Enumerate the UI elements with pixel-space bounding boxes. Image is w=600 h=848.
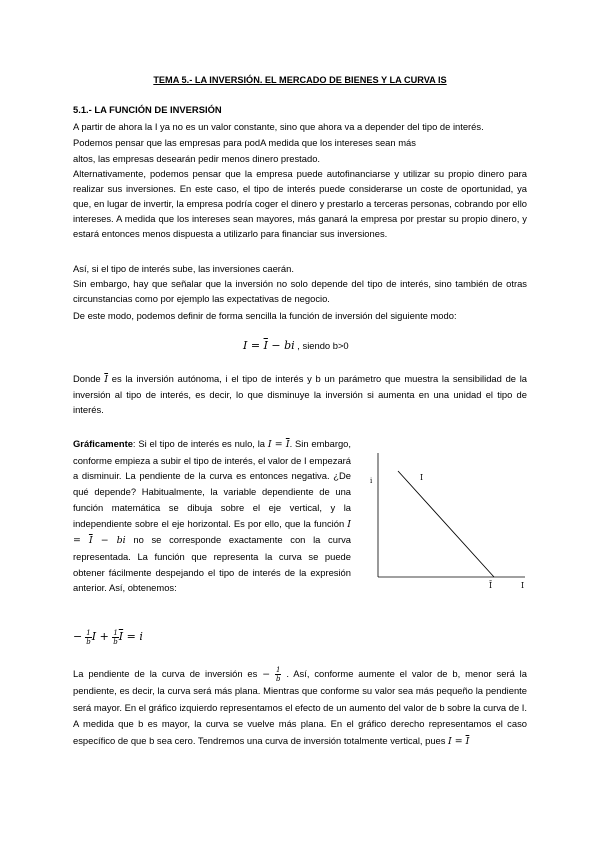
donde-post: es la inversión autónoma, i el tipo de interés y b un parámetro que muestra la sensibilidad de la inversión al tipo de interés, es decir, lo que disminuye la inversión si aumenta en una unidad el tipo de interés.	[73, 373, 527, 415]
fraction-denominator: b	[86, 637, 91, 646]
solved-minus: −	[73, 630, 83, 643]
formula-rhs: − bi	[267, 339, 295, 352]
paragraph-line: A partir de ahora la I ya no es un valor constante, sino que ahora va a depender del tipo de interés.	[73, 121, 484, 132]
graf-eq2b: − bi	[92, 535, 126, 547]
x-intercept-label: Ī	[489, 581, 493, 590]
paragraph-donde	[73, 371, 527, 417]
pendiente-minus: −	[262, 669, 271, 680]
investment-formula	[243, 340, 349, 352]
donde-pre: Donde	[73, 373, 105, 384]
paragraph-pendiente	[73, 666, 527, 750]
investment-curve-chart	[370, 445, 540, 595]
graf-text-3: no se corresponde exactamente con la curva representada. La función que representa la curva se puede obtener fácilmente despejando el tipo de interés de la expresión anterior. Así, obtenemos:	[73, 534, 351, 594]
solved-end: = i	[123, 630, 143, 643]
graf-text-2: . Sin embargo, conforme empieza a subir el tipo de interés, el valor de I empezará a disminuir. La pendiente de la curva es entonces negativa. ¿De qué depende? Habitualmente, la variable dependiente de una función matemática se dibuja sobre el eje vertical, y la independiente sobre el eje horizontal. Es por ello, que la función	[73, 438, 351, 529]
fraction	[275, 666, 281, 683]
pendiente-eq: I =	[448, 735, 466, 747]
fraction-numerator: 1	[113, 628, 118, 637]
autonomous-investment-symbol: $\overline{I}$	[104, 374, 109, 385]
paragraph-line: altos, las empresas desearán pedir menos dinero prestado.	[73, 153, 321, 164]
paragraph-graficamente	[73, 436, 351, 596]
paragraph-line: Podemos pensar que las empresas para podA medida que los intereses sean más	[73, 137, 416, 148]
paragraph-line: Así, si el tipo de interés sube, las inversiones caerán.	[73, 263, 294, 274]
x-axis-label: I	[521, 581, 525, 590]
fraction-denominator: b	[113, 637, 118, 646]
solved-mid: I +	[91, 630, 113, 643]
curve-label: I	[420, 473, 424, 482]
paragraph-alternativamente: Alternativamente, podemos pensar que la empresa puede autofinanciarse y utilizar su propio dinero para realizar sus inversiones. En este caso, el tipo de interés puede considerarse un coste de oportunidad, ya que, en lugar de invertir, la empresa podría coger el dinero y prestarlo a terceras personas, cobrando por ello intereses. A medida que los intereses sean mayores, más ganará la empresa por prestar su propio dinero, y estará entonces menos dispuesta a utilizarlo para financiar sus inversiones.	[73, 168, 527, 239]
graf-eq: I =	[267, 439, 286, 450]
autonomous-investment-symbol: $\overline{I}$	[263, 339, 268, 352]
graf-eq2: I =	[73, 518, 351, 547]
autonomous-investment-symbol: $\overline{I}$	[285, 439, 290, 450]
fraction-denominator: b	[275, 675, 281, 684]
y-axis-label: i	[370, 477, 373, 485]
solved-formula	[73, 627, 143, 647]
investment-curve	[398, 471, 494, 577]
graf-text-1: : Si el tipo de interés es nulo, la	[132, 438, 268, 449]
pendiente-pre: La pendiente de la curva de inversión es	[73, 668, 263, 679]
formula-lhs: I =	[243, 339, 264, 352]
section-heading: 5.1.- LA FUNCIÓN DE INVERSIÓN	[73, 104, 222, 115]
autonomous-investment-symbol: $\overline{I}$	[118, 630, 124, 643]
fraction-numerator: 1	[275, 666, 281, 675]
document-title: TEMA 5.- LA INVERSIÓN. EL MERCADO DE BIENES Y LA CURVA IS	[153, 75, 447, 85]
autonomous-investment-symbol: $\overline{I}$	[88, 535, 93, 547]
pendiente-post: . Así, conforme aumente el valor de b, menor será la pendiente, es decir, la curva será más plana. Mientras que conforme su valor sea más pequeño la pendiente será mayor. En el gráfico izquierdo representamos el efecto de un aumento del valor de b sobre la curva de I. A medida que b es mayor, la curva se vuelve más plana. En el gráfico derecho representamos el caso específico de que b sea cero. Tendremos una curva de inversión totalmente vertical, pues	[73, 668, 527, 746]
paragraph-line: De este modo, podemos definir de forma sencilla la función de inversión del siguiente modo:	[73, 310, 457, 321]
autonomous-investment-symbol: $\overline{I}$	[465, 735, 470, 747]
graficamente-label: Gráficamente	[73, 438, 133, 449]
fraction-numerator: 1	[86, 628, 91, 637]
paragraph-sin-embargo: Sin embargo, hay que señalar que la inversión no solo depende del tipo de interés, sino también de otras circunstancias como por ejemplo las expectativas de negocio.	[73, 278, 527, 304]
formula-condition: , siendo b>0	[294, 340, 349, 351]
